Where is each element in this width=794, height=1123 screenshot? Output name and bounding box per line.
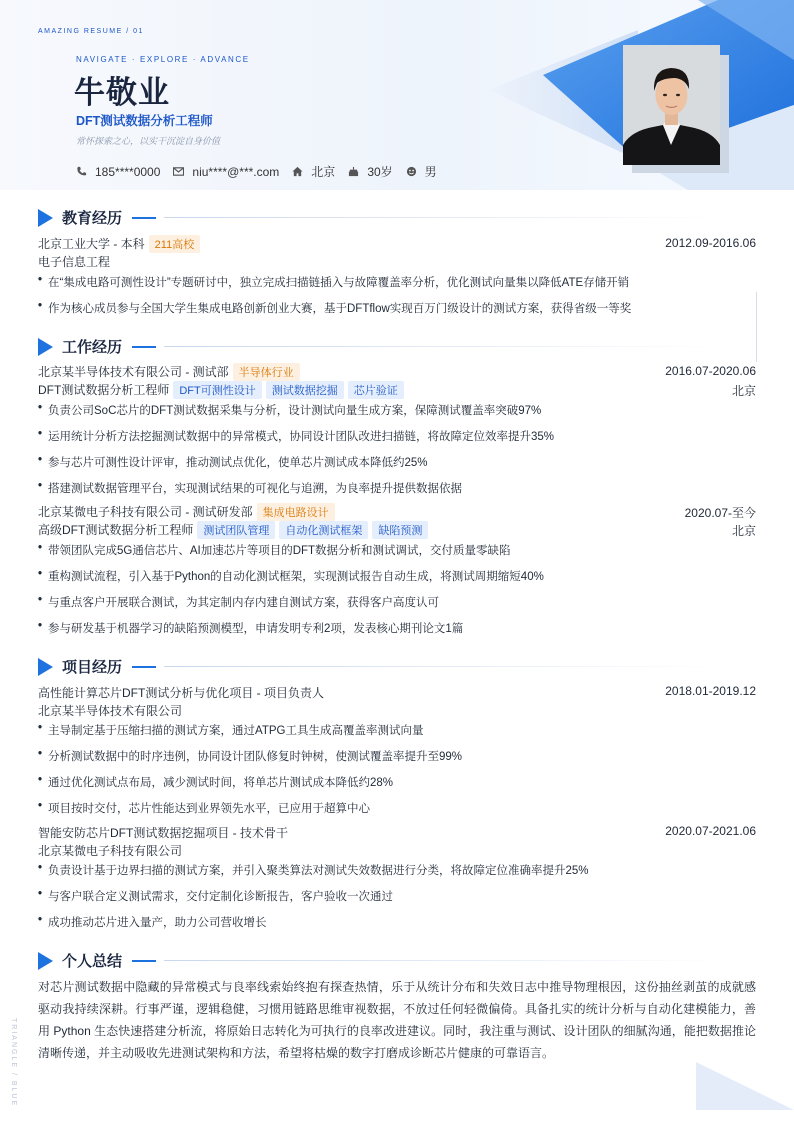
section-line bbox=[164, 960, 724, 961]
project-date: 2018.01-2019.12 bbox=[665, 684, 756, 698]
skill-tag: DFT可测性设计 bbox=[173, 381, 261, 399]
section-title: 项目经历 bbox=[62, 658, 123, 676]
contact-gender bbox=[406, 163, 437, 180]
section-dash bbox=[132, 346, 156, 348]
mail-icon bbox=[173, 166, 184, 177]
project-org: 北京某半导体技术有限公司 bbox=[38, 704, 183, 718]
job-city: 北京 bbox=[731, 384, 756, 398]
skill-tag: 缺陷预测 bbox=[372, 521, 428, 539]
footer-triangle-decoration bbox=[696, 1062, 794, 1112]
list-item: • 通过优化测试点布局，减少测试时间，将单芯片测试成本降低约28% bbox=[38, 774, 394, 789]
age-text: 30岁 bbox=[367, 165, 393, 179]
list-item: • 重构测试流程，引入基于Python的自动化测试框架，实现测试报告自动生成，将测试周期缩短40% bbox=[38, 568, 544, 583]
section-title: 个人总结 bbox=[62, 952, 123, 970]
list-item: • 参与芯片可测性设计评审，推动测试点优化，使单芯片测试成本降低约25% bbox=[38, 454, 428, 469]
contact-info bbox=[76, 163, 450, 180]
industry-tag: 半导体行业 bbox=[233, 363, 300, 381]
section-header-summary bbox=[38, 950, 724, 971]
resume-tag: AMAZING RESUME / 01 bbox=[38, 28, 144, 35]
section-title: 工作经历 bbox=[62, 338, 123, 356]
education-school bbox=[38, 235, 200, 253]
section-header-education bbox=[38, 207, 724, 228]
skill-tag: 测试团队管理 bbox=[197, 521, 275, 539]
candidate-name: 牛敬业 bbox=[74, 75, 170, 111]
skill-tag: 自动化测试框架 bbox=[279, 521, 368, 539]
side-decoration-text: TRIANGLE / BLUE bbox=[10, 1018, 17, 1108]
list-item: • 主导制定基于压缩扫描的测试方案，通过ATPG工具生成高覆盖率测试向量 bbox=[38, 722, 424, 737]
skill-tag: 芯片验证 bbox=[348, 381, 404, 399]
profile-photo bbox=[623, 45, 720, 165]
header-kicker: NAVIGATE · EXPLORE · ADVANCE bbox=[76, 55, 250, 64]
contact-city bbox=[292, 163, 335, 180]
education-date: 2012.09-2016.06 bbox=[665, 236, 756, 250]
list-item: • 成功推动芯片进入量产，助力公司营收增长 bbox=[38, 914, 267, 929]
list-item: • 运用统计分析方法挖掘测试数据中的异常模式，协同设计团队改进扫描链，将故障定位效率提升35% bbox=[38, 428, 555, 443]
contact-phone bbox=[76, 165, 160, 179]
summary-text: 对芯片测试数据中隐藏的异常模式与良率线索始终抱有探查热情，乐于从统计分布和失效日志中推导物理根因，这份抽丝剥茧的成就感驱动我持续深耕。行事严谨，逻辑稳健，习惯用链路思维审视数据，不放过任何轻微偏倚。具备扎实的统计分析与自动化建模能力，善用 Python 生态快速搭建分析流，将原始日志转化为可执行的良率改进建议。同时，我注重与测试、设计团队的细腻沟通，能把数据推论清晰传递，并主动吸收先进测试架构和方法，希望将枯燥的数字打磨成诊断芯片健康的可靠语言。 bbox=[38, 980, 756, 1060]
job-date: 2020.07-至今 bbox=[684, 506, 756, 520]
section-header-work bbox=[38, 336, 724, 357]
phone-text: 185****0000 bbox=[95, 164, 161, 179]
section-line bbox=[164, 666, 724, 667]
industry-tag: 集成电路设计 bbox=[257, 503, 335, 521]
project-name: 智能安防芯片DFT测试数据挖掘项目 - 技术骨干 bbox=[38, 826, 288, 840]
candidate-role: DFT测试数据分析工程师 bbox=[76, 114, 213, 128]
list-item: • 作为核心成员参与全国大学生集成电路创新创业大赛，基于DFTflow实现百万门级设计的测试方案，获得省级一等奖 bbox=[38, 300, 632, 315]
section-dash bbox=[132, 666, 156, 668]
project-date: 2020.07-2021.06 bbox=[665, 824, 756, 838]
section-triangle-icon bbox=[38, 658, 53, 676]
phone-icon bbox=[76, 166, 87, 177]
list-item: • 负责设计基于边界扫描的测试方案，并引入聚类算法对测试失效数据进行分类，将故障定位准确率提升25% bbox=[38, 862, 589, 877]
gender-icon bbox=[406, 166, 417, 177]
section-line bbox=[164, 217, 724, 218]
gender-text: 男 bbox=[424, 165, 437, 179]
contact-email bbox=[173, 165, 279, 179]
vertical-divider bbox=[756, 292, 757, 362]
list-item: • 参与研发基于机器学习的缺陷预测模型，申请发明专利2项，发表核心期刊论文1篇 bbox=[38, 620, 464, 635]
project-name: 高性能计算芯片DFT测试分析与优化项目 - 项目负责人 bbox=[38, 686, 324, 700]
education-major: 电子信息工程 bbox=[38, 255, 111, 269]
home-icon bbox=[292, 166, 303, 177]
section-triangle-icon bbox=[38, 952, 53, 970]
section-line bbox=[164, 346, 724, 347]
skill-tag: 测试数据挖掘 bbox=[266, 381, 344, 399]
cake-icon bbox=[348, 166, 359, 177]
section-title: 教育经历 bbox=[62, 209, 123, 227]
portrait-illustration bbox=[623, 45, 720, 165]
section-triangle-icon bbox=[38, 209, 53, 227]
school-name: 北京工业大学 - 本科 bbox=[38, 237, 145, 251]
project-org: 北京某微电子科技有限公司 bbox=[38, 844, 183, 858]
section-dash bbox=[132, 217, 156, 219]
school-tag: 211高校 bbox=[149, 235, 201, 253]
job-position: 高级DFT测试数据分析工程师 测试团队管理 自动化测试框架 缺陷预测 bbox=[38, 521, 428, 539]
list-item: • 负责公司SoC芯片的DFT测试数据采集与分析，设计测试向量生成方案，保障测试覆盖率突破97% bbox=[38, 402, 542, 417]
list-item: • 搭建测试数据管理平台，实现测试结果的可视化与追溯，为良率提升提供数据依据 bbox=[38, 480, 462, 495]
contact-age bbox=[348, 163, 392, 180]
section-dash bbox=[132, 960, 156, 962]
section-triangle-icon bbox=[38, 338, 53, 356]
job-date: 2016.07-2020.06 bbox=[665, 364, 756, 378]
list-item: • 与客户联合定义测试需求，交付定制化诊断报告，客户验收一次通过 bbox=[38, 888, 393, 903]
list-item: • 项目按时交付，芯片性能达到业界领先水平，已应用于超算中心 bbox=[38, 800, 370, 815]
email-text: niu****@***.com bbox=[192, 164, 280, 179]
section-header-projects bbox=[38, 656, 724, 677]
candidate-motto: 常怀探索之心，以实干沉淀自身价值 bbox=[76, 136, 221, 146]
city-text: 北京 bbox=[311, 165, 336, 179]
job-city: 北京 bbox=[731, 524, 756, 538]
job-position: DFT测试数据分析工程师 DFT可测性设计 测试数据挖掘 芯片验证 bbox=[38, 381, 404, 399]
job-company: 北京某半导体技术有限公司 - 测试部 半导体行业 bbox=[38, 363, 300, 381]
list-item: • 与重点客户开展联合测试，为其定制内存内建自测试方案，获得客户高度认可 bbox=[38, 594, 439, 609]
list-item: • 分析测试数据中的时序违例，协同设计团队修复时钟树，使测试覆盖率提升至99% bbox=[38, 748, 463, 763]
list-item: • 带领团队完成5G通信芯片、AI加速芯片等项目的DFT数据分析和测试调试，交付质量零缺陷 bbox=[38, 542, 511, 557]
job-company: 北京某微电子科技有限公司 - 测试研发部 集成电路设计 bbox=[38, 503, 335, 521]
list-item: • 在“集成电路可测性设计”专题研讨中，独立完成扫描链插入与故障覆盖率分析，优化测试向量集以降低ATE存储开销 bbox=[38, 274, 630, 289]
